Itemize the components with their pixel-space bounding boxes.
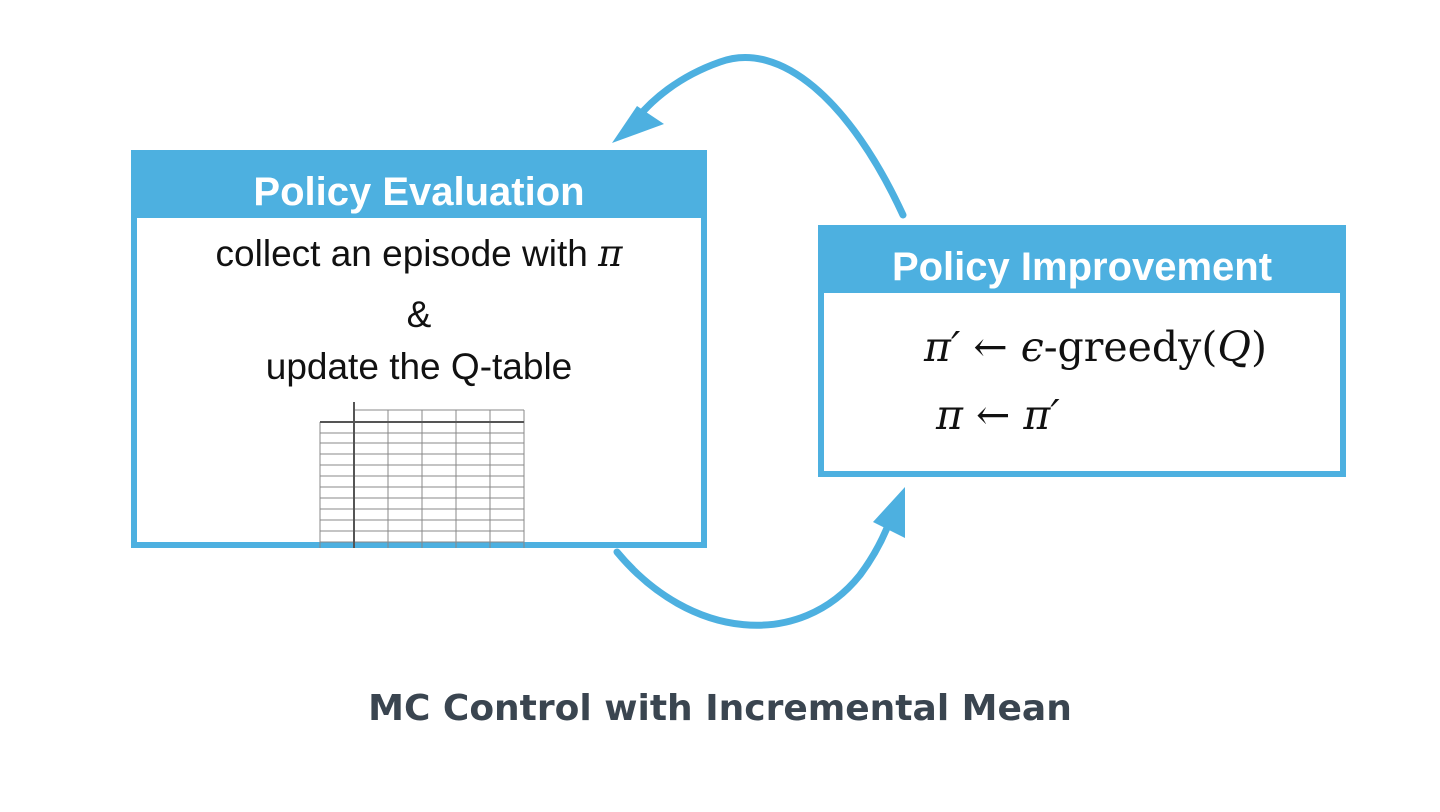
greedy-function: -greedy( <box>1043 323 1218 371</box>
assign-arrow-icon: ← <box>976 391 1011 439</box>
policy-evaluation-box <box>131 150 707 548</box>
pi-symbol: π <box>936 391 963 439</box>
q-table-grid-icon <box>318 402 526 548</box>
collect-episode-text: collect an episode with <box>215 233 599 274</box>
policy-assign-equation <box>936 391 1060 439</box>
collect-episode-line <box>137 232 701 275</box>
policy-improvement-title: Policy Improvement <box>824 231 1340 293</box>
policy-evaluation-title: Policy Evaluation <box>137 156 701 218</box>
policy-update-equation <box>924 323 1267 371</box>
ampersand: & <box>406 294 432 335</box>
pi-symbol: π <box>598 232 623 275</box>
close-paren: ) <box>1250 323 1267 371</box>
diagram-caption: MC Control with Incremental Mean <box>368 688 1072 729</box>
pi-prime-symbol: π′ <box>1023 391 1060 439</box>
pi-prime-symbol: π′ <box>924 323 961 371</box>
epsilon-symbol: ϵ <box>1020 323 1044 371</box>
update-q-table-text: update the Q-table <box>265 346 573 387</box>
q-symbol: Q <box>1217 323 1251 371</box>
assign-arrow-icon: ← <box>973 323 1008 371</box>
policy-improvement-box <box>818 225 1346 477</box>
